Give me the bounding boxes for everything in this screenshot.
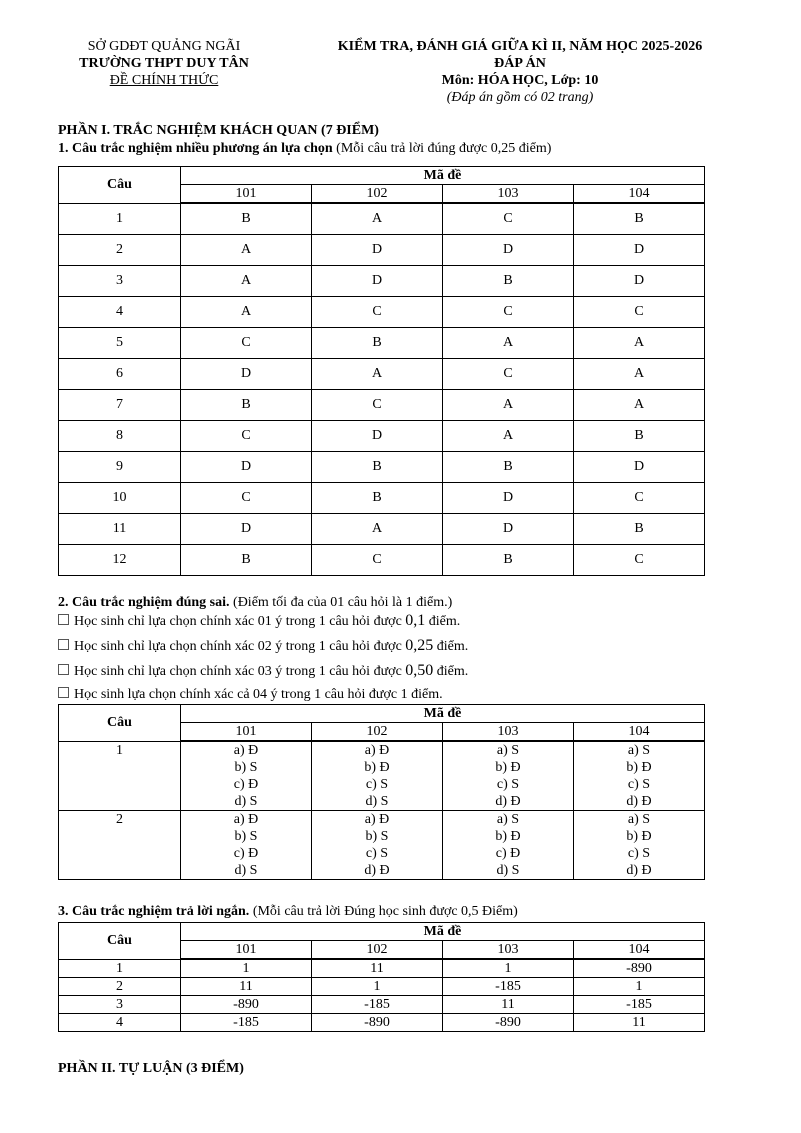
table-row bbox=[59, 978, 705, 996]
header-cau: Câu bbox=[59, 705, 181, 742]
answer-cell: D bbox=[312, 266, 443, 297]
answer-cell: -890 bbox=[181, 996, 312, 1014]
tf-answer: b) S bbox=[365, 829, 389, 844]
answer-cell: D bbox=[574, 452, 705, 483]
answer-cell: C bbox=[312, 390, 443, 421]
tf-answer: a) S bbox=[627, 812, 651, 827]
answer-cell: B bbox=[443, 452, 574, 483]
answer-cell bbox=[312, 741, 443, 811]
tf-answer: b) S bbox=[234, 760, 258, 775]
table-row bbox=[59, 996, 705, 1014]
answer-cell bbox=[312, 811, 443, 880]
answer-cell: A bbox=[181, 235, 312, 266]
answer-cell: A bbox=[312, 203, 443, 235]
answer-cell bbox=[574, 741, 705, 811]
answer-cell: B bbox=[574, 421, 705, 452]
answer-cell: 11 bbox=[312, 959, 443, 978]
tf-answer: a) S bbox=[496, 812, 520, 827]
tf-answer: c) Đ bbox=[495, 846, 521, 861]
header-code: 104 bbox=[574, 723, 705, 742]
header-right bbox=[300, 38, 740, 106]
answer-cell: A bbox=[574, 328, 705, 359]
tf-answer: c) S bbox=[365, 846, 389, 861]
header-code: 101 bbox=[181, 723, 312, 742]
section1-note: (Mỗi câu trả lời đúng được 0,25 điểm) bbox=[332, 141, 552, 156]
question-number: 6 bbox=[59, 359, 181, 390]
rule-suffix: điểm. bbox=[425, 614, 461, 629]
tf-answer: d) Đ bbox=[626, 863, 652, 878]
rule-text: Học sinh chỉ lựa chọn chính xác 03 ý trong 1 câu hỏi được bbox=[74, 664, 406, 679]
answer-cell: C bbox=[574, 297, 705, 328]
scoring-rule bbox=[58, 662, 468, 680]
answer-cell: B bbox=[312, 328, 443, 359]
table-row bbox=[59, 959, 705, 978]
tf-answer: d) S bbox=[234, 794, 258, 809]
table-row bbox=[59, 235, 705, 266]
answer-cell: D bbox=[312, 235, 443, 266]
question-number: 1 bbox=[59, 203, 181, 235]
question-number: 12 bbox=[59, 545, 181, 576]
tf-answer: d) S bbox=[234, 863, 258, 878]
answer-cell: A bbox=[181, 297, 312, 328]
rule-value: 0,25 bbox=[405, 637, 434, 654]
tf-answer: c) S bbox=[627, 777, 651, 792]
mc-answer-table bbox=[58, 166, 705, 576]
question-number: 8 bbox=[59, 421, 181, 452]
table-row bbox=[59, 421, 705, 452]
rule-text: Học sinh chỉ lựa chọn chính xác 01 ý trong 1 câu hỏi được bbox=[74, 614, 406, 629]
header-ma-de: Mã đề bbox=[181, 705, 705, 723]
answer-cell: C bbox=[574, 483, 705, 514]
answer-cell bbox=[443, 741, 574, 811]
answer-cell: A bbox=[574, 359, 705, 390]
checkbox-icon bbox=[58, 664, 69, 675]
tf-answer: c) S bbox=[365, 777, 389, 792]
question-number: 11 bbox=[59, 514, 181, 545]
exam-title: KIỂM TRA, ĐÁNH GIÁ GIỮA KÌ II, NĂM HỌC 2025-2026 bbox=[337, 39, 703, 54]
table-row bbox=[59, 297, 705, 328]
rule-suffix: điểm. bbox=[433, 664, 469, 679]
question-number: 2 bbox=[59, 811, 181, 880]
answer-cell: -185 bbox=[312, 996, 443, 1014]
rule-value: 0,1 bbox=[405, 612, 426, 629]
part1-title: PHẦN I. TRẮC NGHIỆM KHÁCH QUAN (7 ĐIỂM) bbox=[58, 123, 379, 138]
header-code: 103 bbox=[443, 723, 574, 742]
header-cau: Câu bbox=[59, 167, 181, 204]
table-row bbox=[59, 390, 705, 421]
answer-cell: 11 bbox=[443, 996, 574, 1014]
answer-cell: A bbox=[181, 266, 312, 297]
answer-cell: B bbox=[574, 203, 705, 235]
table-row bbox=[59, 328, 705, 359]
checkbox-icon bbox=[58, 614, 69, 625]
table-row bbox=[59, 483, 705, 514]
header-code: 104 bbox=[574, 185, 705, 204]
header-code: 102 bbox=[312, 941, 443, 960]
tf-answer: a) Đ bbox=[233, 812, 259, 827]
answer-cell: B bbox=[181, 390, 312, 421]
header-code: 104 bbox=[574, 941, 705, 960]
answer-cell: D bbox=[574, 266, 705, 297]
section1-title: 1. Câu trắc nghiệm nhiều phương án lựa chọn bbox=[58, 141, 333, 156]
header-code: 102 bbox=[312, 185, 443, 204]
answer-cell: D bbox=[443, 483, 574, 514]
short-answer-table bbox=[58, 922, 705, 1032]
section2-heading bbox=[58, 594, 452, 611]
answer-cell: -890 bbox=[443, 1014, 574, 1032]
table-row bbox=[59, 266, 705, 297]
section1-heading bbox=[58, 140, 551, 157]
answer-cell: C bbox=[181, 421, 312, 452]
answer-cell: D bbox=[181, 359, 312, 390]
answer-cell: 11 bbox=[574, 1014, 705, 1032]
answer-cell: A bbox=[574, 390, 705, 421]
answer-cell: D bbox=[181, 514, 312, 545]
tf-answer: d) S bbox=[496, 863, 520, 878]
answer-cell: D bbox=[312, 421, 443, 452]
question-number: 4 bbox=[59, 1014, 181, 1032]
rule-text: Học sinh lựa chọn chính xác cả 04 ý trong 1 câu hỏi được 1 điểm. bbox=[74, 687, 443, 702]
tf-answer: d) Đ bbox=[626, 794, 652, 809]
tf-answer: b) Đ bbox=[364, 760, 390, 775]
answer-cell: A bbox=[443, 390, 574, 421]
table-row bbox=[59, 514, 705, 545]
answer-cell: B bbox=[443, 266, 574, 297]
question-number: 9 bbox=[59, 452, 181, 483]
answer-cell: D bbox=[181, 452, 312, 483]
answer-cell: B bbox=[181, 203, 312, 235]
table-row bbox=[59, 359, 705, 390]
scoring-rule bbox=[58, 686, 443, 703]
header-left bbox=[58, 38, 270, 89]
answer-cell: D bbox=[443, 514, 574, 545]
answer-cell: B bbox=[181, 545, 312, 576]
answer-cell: D bbox=[574, 235, 705, 266]
answer-cell: A bbox=[312, 514, 443, 545]
header-cau: Câu bbox=[59, 923, 181, 960]
question-number: 1 bbox=[59, 959, 181, 978]
answer-cell: 11 bbox=[181, 978, 312, 996]
answer-cell: 1 bbox=[312, 978, 443, 996]
rule-suffix: điểm. bbox=[433, 639, 469, 654]
official-label: ĐỀ CHÍNH THỨC bbox=[109, 73, 219, 88]
table-row bbox=[59, 811, 705, 880]
answer-cell: B bbox=[312, 452, 443, 483]
answer-cell bbox=[574, 811, 705, 880]
answer-cell: B bbox=[312, 483, 443, 514]
header-code: 101 bbox=[181, 941, 312, 960]
header-code: 101 bbox=[181, 185, 312, 204]
scoring-rule bbox=[58, 612, 460, 630]
answer-cell: C bbox=[443, 359, 574, 390]
answer-key-title: ĐÁP ÁN bbox=[494, 56, 546, 71]
table-row bbox=[59, 1014, 705, 1032]
question-number: 2 bbox=[59, 235, 181, 266]
answer-cell: D bbox=[443, 235, 574, 266]
header-code: 103 bbox=[443, 185, 574, 204]
school-name: TRƯỜNG THPT DUY TÂN bbox=[79, 56, 249, 71]
question-number: 10 bbox=[59, 483, 181, 514]
tf-answer: b) Đ bbox=[495, 760, 521, 775]
question-number: 7 bbox=[59, 390, 181, 421]
answer-cell: C bbox=[574, 545, 705, 576]
tf-answer: d) S bbox=[365, 794, 389, 809]
tf-answer: c) Đ bbox=[233, 846, 259, 861]
tf-answer: b) Đ bbox=[495, 829, 521, 844]
section3-note: (Mỗi câu trả lời Đúng học sinh được 0,5 Điểm) bbox=[249, 904, 518, 919]
answer-cell: A bbox=[443, 421, 574, 452]
question-number: 5 bbox=[59, 328, 181, 359]
answer-cell: 1 bbox=[443, 959, 574, 978]
table-row bbox=[59, 203, 705, 235]
subject-line: Môn: HÓA HỌC, Lớp: 10 bbox=[441, 73, 599, 88]
tf-answer: a) Đ bbox=[233, 743, 259, 758]
answer-cell bbox=[443, 811, 574, 880]
checkbox-icon bbox=[58, 687, 69, 698]
tf-answer: d) Đ bbox=[495, 794, 521, 809]
rule-value: 0,50 bbox=[405, 662, 434, 679]
section2-title: 2. Câu trắc nghiệm đúng sai. bbox=[58, 595, 230, 610]
department-name: SỞ GDĐT QUẢNG NGÃI bbox=[87, 39, 241, 54]
table-row bbox=[59, 545, 705, 576]
answer-cell: C bbox=[443, 203, 574, 235]
checkbox-icon bbox=[58, 639, 69, 650]
header-ma-de: Mã đề bbox=[181, 167, 705, 185]
header-code: 102 bbox=[312, 723, 443, 742]
answer-cell: 1 bbox=[574, 978, 705, 996]
answer-cell: B bbox=[443, 545, 574, 576]
rule-text: Học sinh chỉ lựa chọn chính xác 02 ý trong 1 câu hỏi được bbox=[74, 639, 406, 654]
tf-answer: a) Đ bbox=[364, 743, 390, 758]
section3-heading bbox=[58, 903, 518, 920]
answer-cell bbox=[181, 811, 312, 880]
answer-cell: -185 bbox=[443, 978, 574, 996]
answer-cell bbox=[181, 741, 312, 811]
tf-answer-table bbox=[58, 704, 705, 880]
answer-cell: A bbox=[312, 359, 443, 390]
answer-cell: -185 bbox=[574, 996, 705, 1014]
tf-answer: a) S bbox=[627, 743, 651, 758]
answer-cell: C bbox=[443, 297, 574, 328]
answer-cell: A bbox=[443, 328, 574, 359]
section3-title: 3. Câu trắc nghiệm trả lời ngắn. bbox=[58, 904, 250, 919]
answer-cell: B bbox=[574, 514, 705, 545]
scoring-rule bbox=[58, 637, 468, 655]
question-number: 3 bbox=[59, 996, 181, 1014]
tf-answer: a) Đ bbox=[364, 812, 390, 827]
question-number: 3 bbox=[59, 266, 181, 297]
table-row bbox=[59, 741, 705, 811]
question-number: 2 bbox=[59, 978, 181, 996]
tf-answer: d) Đ bbox=[364, 863, 390, 878]
tf-answer: b) Đ bbox=[626, 760, 652, 775]
tf-answer: c) S bbox=[627, 846, 651, 861]
answer-cell: C bbox=[312, 545, 443, 576]
header-ma-de: Mã đề bbox=[181, 923, 705, 941]
tf-answer: c) S bbox=[496, 777, 520, 792]
tf-answer: b) Đ bbox=[626, 829, 652, 844]
header-code: 103 bbox=[443, 941, 574, 960]
answer-cell: C bbox=[181, 328, 312, 359]
answer-cell: C bbox=[312, 297, 443, 328]
tf-answer: b) S bbox=[234, 829, 258, 844]
answer-cell: -890 bbox=[312, 1014, 443, 1032]
pages-note: (Đáp án gồm có 02 trang) bbox=[446, 90, 594, 105]
part2-title: PHẦN II. TỰ LUẬN (3 ĐIỂM) bbox=[58, 1061, 244, 1076]
question-number: 1 bbox=[59, 741, 181, 811]
answer-cell: -890 bbox=[574, 959, 705, 978]
question-number: 4 bbox=[59, 297, 181, 328]
table-row bbox=[59, 452, 705, 483]
tf-answer: c) Đ bbox=[233, 777, 259, 792]
answer-cell: C bbox=[181, 483, 312, 514]
answer-cell: 1 bbox=[181, 959, 312, 978]
section2-note: (Điểm tối đa của 01 câu hỏi là 1 điểm.) bbox=[229, 595, 453, 610]
tf-answer: a) S bbox=[496, 743, 520, 758]
answer-cell: -185 bbox=[181, 1014, 312, 1032]
